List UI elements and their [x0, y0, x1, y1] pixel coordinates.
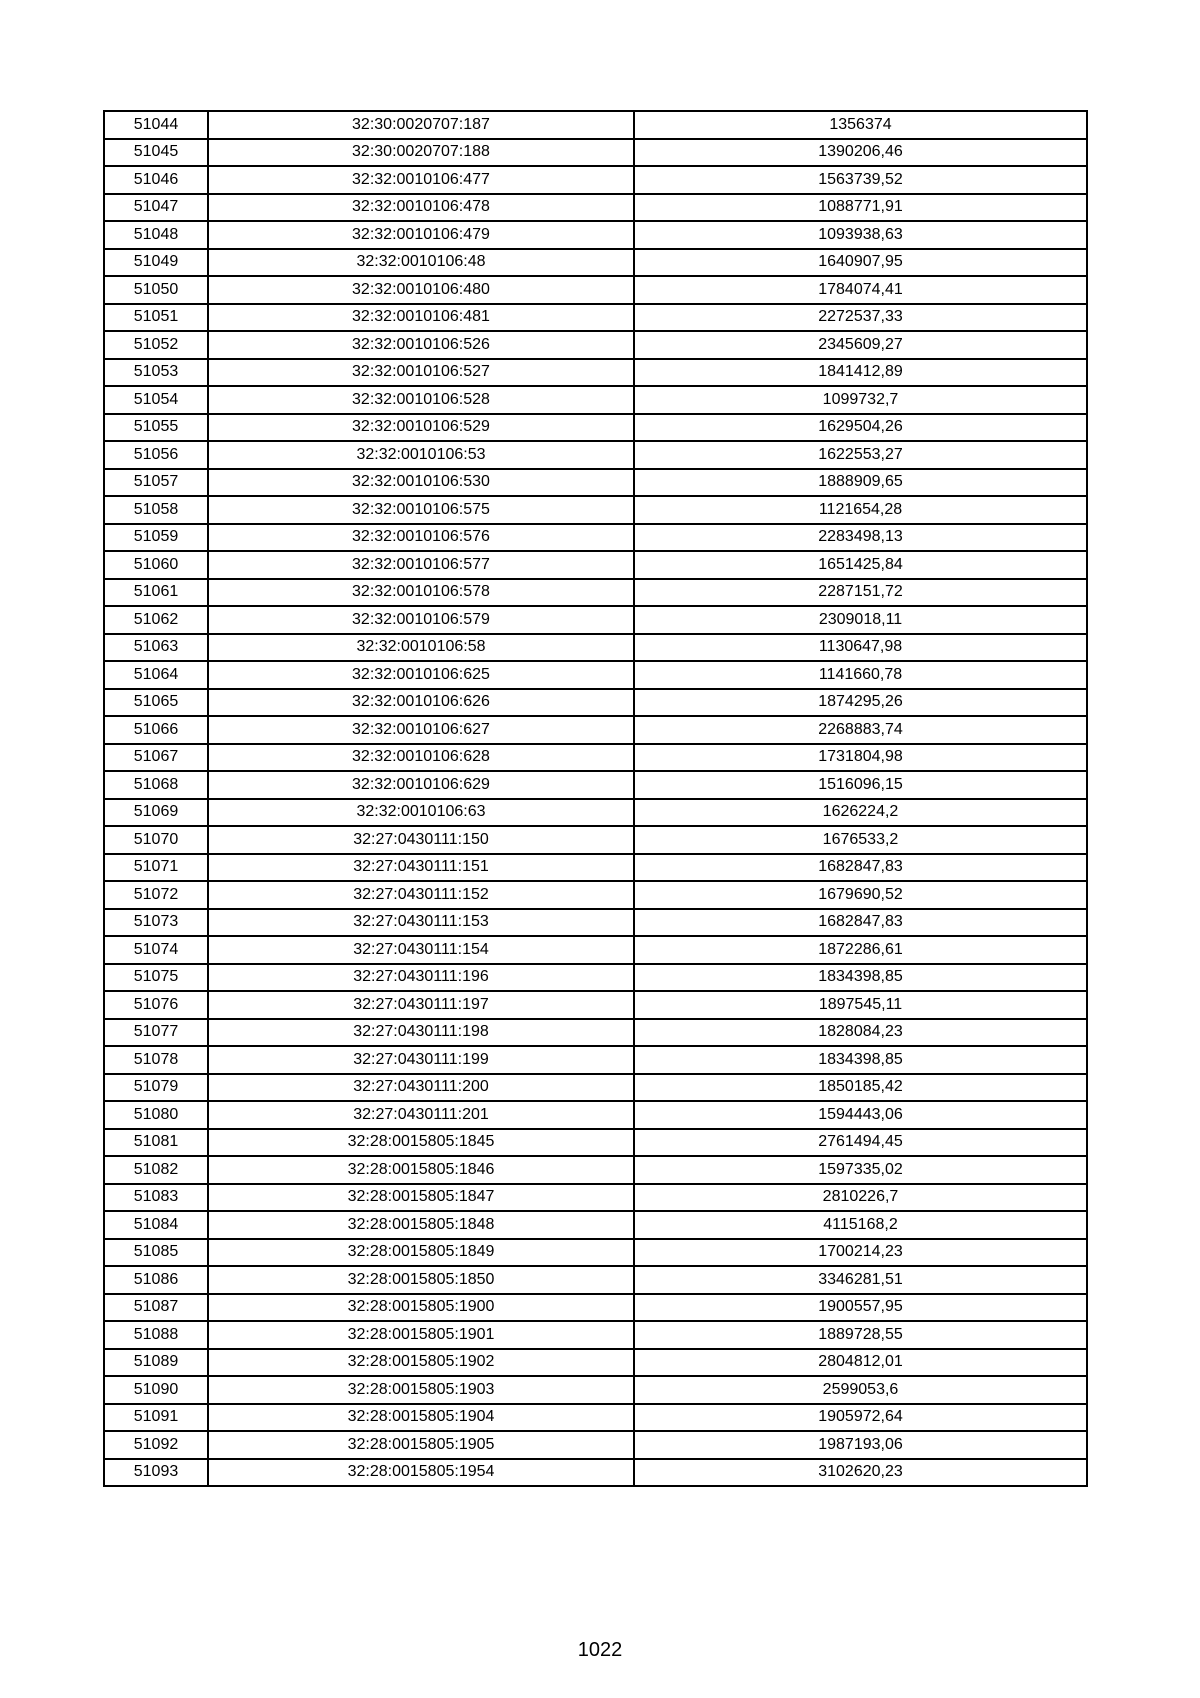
cadastral-value-cell: 1828084,23	[634, 1019, 1087, 1047]
row-number-cell: 51087	[104, 1294, 208, 1322]
row-number-cell: 51061	[104, 579, 208, 607]
cadastral-value-cell: 1130647,98	[634, 634, 1087, 662]
row-number-cell: 51065	[104, 689, 208, 717]
row-number-cell: 51077	[104, 1019, 208, 1047]
table-row	[104, 854, 1087, 882]
row-number-cell: 51073	[104, 909, 208, 937]
table-row	[104, 606, 1087, 634]
cadastral-number-cell: 32:32:0010106:478	[208, 194, 634, 222]
table-row	[104, 1404, 1087, 1432]
table-row	[104, 1349, 1087, 1377]
cadastral-value-cell: 1594443,06	[634, 1101, 1087, 1129]
row-number-cell: 51083	[104, 1184, 208, 1212]
row-number-cell: 51068	[104, 771, 208, 799]
row-number-cell: 51078	[104, 1046, 208, 1074]
cadastral-number-cell: 32:28:0015805:1904	[208, 1404, 634, 1432]
row-number-cell: 51063	[104, 634, 208, 662]
row-number-cell: 51088	[104, 1321, 208, 1349]
cadastral-value-cell: 1563739,52	[634, 166, 1087, 194]
table-row	[104, 1101, 1087, 1129]
table-row	[104, 1321, 1087, 1349]
cadastral-value-cell: 1682847,83	[634, 909, 1087, 937]
page-number: 1022	[577, 1639, 623, 1661]
row-number-cell: 51062	[104, 606, 208, 634]
cadastral-number-cell: 32:27:0430111:198	[208, 1019, 634, 1047]
cadastral-value-cell: 1676533,2	[634, 826, 1087, 854]
row-number-cell: 51054	[104, 386, 208, 414]
table-row	[104, 1074, 1087, 1102]
table-row	[104, 771, 1087, 799]
table-row	[104, 936, 1087, 964]
row-number-cell: 51086	[104, 1266, 208, 1294]
row-number-cell: 51069	[104, 799, 208, 827]
cadastral-value-table	[103, 110, 1088, 1487]
table-row	[104, 1431, 1087, 1459]
table-row	[104, 744, 1087, 772]
row-number-cell: 51085	[104, 1239, 208, 1267]
cadastral-number-cell: 32:32:0010106:477	[208, 166, 634, 194]
cadastral-value-cell: 1597335,02	[634, 1156, 1087, 1184]
row-number-cell: 51071	[104, 854, 208, 882]
cadastral-number-cell: 32:32:0010106:63	[208, 799, 634, 827]
row-number-cell: 51084	[104, 1211, 208, 1239]
row-number-cell: 51093	[104, 1459, 208, 1487]
table-row	[104, 249, 1087, 277]
cadastral-number-cell: 32:27:0430111:153	[208, 909, 634, 937]
cadastral-number-cell: 32:27:0430111:196	[208, 964, 634, 992]
cadastral-number-cell: 32:32:0010106:627	[208, 716, 634, 744]
cadastral-value-cell: 1682847,83	[634, 854, 1087, 882]
cadastral-number-cell: 32:27:0430111:154	[208, 936, 634, 964]
table-row	[104, 359, 1087, 387]
cadastral-value-cell: 1651425,84	[634, 551, 1087, 579]
table-row	[104, 1184, 1087, 1212]
cadastral-number-cell: 32:32:0010106:577	[208, 551, 634, 579]
cadastral-value-cell: 2268883,74	[634, 716, 1087, 744]
table-row	[104, 1046, 1087, 1074]
cadastral-value-cell: 1850185,42	[634, 1074, 1087, 1102]
table-row	[104, 579, 1087, 607]
table-row	[104, 826, 1087, 854]
cadastral-number-cell: 32:28:0015805:1954	[208, 1459, 634, 1487]
cadastral-value-cell: 1834398,85	[634, 1046, 1087, 1074]
cadastral-number-cell: 32:27:0430111:199	[208, 1046, 634, 1074]
table-body	[104, 111, 1087, 1486]
row-number-cell: 51051	[104, 304, 208, 332]
cadastral-value-cell: 1872286,61	[634, 936, 1087, 964]
row-number-cell: 51047	[104, 194, 208, 222]
cadastral-value-cell: 1700214,23	[634, 1239, 1087, 1267]
cadastral-value-cell: 1874295,26	[634, 689, 1087, 717]
cadastral-number-cell: 32:27:0430111:152	[208, 881, 634, 909]
row-number-cell: 51075	[104, 964, 208, 992]
row-number-cell: 51060	[104, 551, 208, 579]
row-number-cell: 51076	[104, 991, 208, 1019]
cadastral-number-cell: 32:27:0430111:151	[208, 854, 634, 882]
cadastral-number-cell: 32:32:0010106:480	[208, 276, 634, 304]
table-row	[104, 221, 1087, 249]
cadastral-number-cell: 32:28:0015805:1847	[208, 1184, 634, 1212]
row-number-cell: 51091	[104, 1404, 208, 1432]
cadastral-value-cell: 1888909,65	[634, 469, 1087, 497]
cadastral-number-cell: 32:32:0010106:528	[208, 386, 634, 414]
cadastral-value-cell: 1897545,11	[634, 991, 1087, 1019]
table-row	[104, 909, 1087, 937]
cadastral-value-cell: 1516096,15	[634, 771, 1087, 799]
row-number-cell: 51048	[104, 221, 208, 249]
cadastral-number-cell: 32:32:0010106:625	[208, 661, 634, 689]
cadastral-value-cell: 1141660,78	[634, 661, 1087, 689]
row-number-cell: 51053	[104, 359, 208, 387]
cadastral-value-cell: 1731804,98	[634, 744, 1087, 772]
table-row	[104, 1019, 1087, 1047]
cadastral-value-cell: 2345609,27	[634, 331, 1087, 359]
row-number-cell: 51074	[104, 936, 208, 964]
table-row	[104, 1266, 1087, 1294]
table-row	[104, 139, 1087, 167]
row-number-cell: 51092	[104, 1431, 208, 1459]
table-row	[104, 551, 1087, 579]
table-row	[104, 964, 1087, 992]
table-row	[104, 1376, 1087, 1404]
row-number-cell: 51066	[104, 716, 208, 744]
cadastral-value-cell: 1629504,26	[634, 414, 1087, 442]
table-row	[104, 881, 1087, 909]
cadastral-value-cell: 1121654,28	[634, 496, 1087, 524]
cadastral-number-cell: 32:32:0010106:530	[208, 469, 634, 497]
cadastral-value-cell: 3346281,51	[634, 1266, 1087, 1294]
cadastral-value-cell: 1784074,41	[634, 276, 1087, 304]
cadastral-number-cell: 32:28:0015805:1845	[208, 1129, 634, 1157]
table-row	[104, 166, 1087, 194]
row-number-cell: 51044	[104, 111, 208, 139]
cadastral-value-cell: 1626224,2	[634, 799, 1087, 827]
cadastral-number-cell: 32:32:0010106:479	[208, 221, 634, 249]
cadastral-value-cell: 2309018,11	[634, 606, 1087, 634]
table-row	[104, 276, 1087, 304]
row-number-cell: 51059	[104, 524, 208, 552]
row-number-cell: 51079	[104, 1074, 208, 1102]
row-number-cell: 51067	[104, 744, 208, 772]
row-number-cell: 51056	[104, 441, 208, 469]
cadastral-number-cell: 32:32:0010106:579	[208, 606, 634, 634]
table-row	[104, 689, 1087, 717]
table-row	[104, 1294, 1087, 1322]
row-number-cell: 51064	[104, 661, 208, 689]
cadastral-value-cell: 1905972,64	[634, 1404, 1087, 1432]
cadastral-number-cell: 32:28:0015805:1850	[208, 1266, 634, 1294]
cadastral-value-cell: 4115168,2	[634, 1211, 1087, 1239]
table-row	[104, 386, 1087, 414]
row-number-cell: 51089	[104, 1349, 208, 1377]
cadastral-number-cell: 32:30:0020707:188	[208, 139, 634, 167]
cadastral-number-cell: 32:27:0430111:200	[208, 1074, 634, 1102]
cadastral-value-cell: 1889728,55	[634, 1321, 1087, 1349]
row-number-cell: 51049	[104, 249, 208, 277]
table-row	[104, 496, 1087, 524]
table-row	[104, 414, 1087, 442]
cadastral-number-cell: 32:30:0020707:187	[208, 111, 634, 139]
cadastral-value-cell: 1640907,95	[634, 249, 1087, 277]
row-number-cell: 51070	[104, 826, 208, 854]
table-row	[104, 331, 1087, 359]
cadastral-value-cell: 2283498,13	[634, 524, 1087, 552]
cadastral-value-cell: 1356374	[634, 111, 1087, 139]
cadastral-value-cell: 2761494,45	[634, 1129, 1087, 1157]
row-number-cell: 51050	[104, 276, 208, 304]
cadastral-value-cell: 1679690,52	[634, 881, 1087, 909]
table-row	[104, 469, 1087, 497]
cadastral-value-cell: 2272537,33	[634, 304, 1087, 332]
row-number-cell: 51058	[104, 496, 208, 524]
row-number-cell: 51055	[104, 414, 208, 442]
cadastral-value-cell: 1841412,89	[634, 359, 1087, 387]
cadastral-number-cell: 32:32:0010106:481	[208, 304, 634, 332]
row-number-cell: 51082	[104, 1156, 208, 1184]
table-row	[104, 1239, 1087, 1267]
table-row	[104, 1129, 1087, 1157]
cadastral-number-cell: 32:28:0015805:1848	[208, 1211, 634, 1239]
cadastral-number-cell: 32:32:0010106:527	[208, 359, 634, 387]
table-row	[104, 1156, 1087, 1184]
cadastral-number-cell: 32:28:0015805:1902	[208, 1349, 634, 1377]
cadastral-number-cell: 32:32:0010106:576	[208, 524, 634, 552]
row-number-cell: 51090	[104, 1376, 208, 1404]
row-number-cell: 51046	[104, 166, 208, 194]
cadastral-number-cell: 32:32:0010106:529	[208, 414, 634, 442]
cadastral-number-cell: 32:32:0010106:48	[208, 249, 634, 277]
table-row	[104, 194, 1087, 222]
table-row	[104, 716, 1087, 744]
cadastral-number-cell: 32:27:0430111:197	[208, 991, 634, 1019]
cadastral-number-cell: 32:32:0010106:626	[208, 689, 634, 717]
table-row	[104, 111, 1087, 139]
cadastral-value-cell: 1099732,7	[634, 386, 1087, 414]
table-row	[104, 524, 1087, 552]
cadastral-value-cell: 1987193,06	[634, 1431, 1087, 1459]
cadastral-number-cell: 32:28:0015805:1900	[208, 1294, 634, 1322]
cadastral-number-cell: 32:32:0010106:629	[208, 771, 634, 799]
row-number-cell: 51057	[104, 469, 208, 497]
cadastral-number-cell: 32:27:0430111:150	[208, 826, 634, 854]
row-number-cell: 51052	[104, 331, 208, 359]
cadastral-value-cell: 1834398,85	[634, 964, 1087, 992]
table-row	[104, 634, 1087, 662]
table-row	[104, 1459, 1087, 1487]
row-number-cell: 51072	[104, 881, 208, 909]
cadastral-number-cell: 32:32:0010106:526	[208, 331, 634, 359]
cadastral-value-cell: 1093938,63	[634, 221, 1087, 249]
table-row	[104, 1211, 1087, 1239]
cadastral-value-cell: 2287151,72	[634, 579, 1087, 607]
table-row	[104, 799, 1087, 827]
cadastral-value-cell: 1390206,46	[634, 139, 1087, 167]
cadastral-number-cell: 32:27:0430111:201	[208, 1101, 634, 1129]
cadastral-number-cell: 32:28:0015805:1849	[208, 1239, 634, 1267]
table-row	[104, 991, 1087, 1019]
cadastral-number-cell: 32:28:0015805:1903	[208, 1376, 634, 1404]
row-number-cell: 51080	[104, 1101, 208, 1129]
cadastral-value-cell: 3102620,23	[634, 1459, 1087, 1487]
cadastral-number-cell: 32:32:0010106:578	[208, 579, 634, 607]
cadastral-value-cell: 2810226,7	[634, 1184, 1087, 1212]
row-number-cell: 51081	[104, 1129, 208, 1157]
cadastral-value-cell: 2804812,01	[634, 1349, 1087, 1377]
cadastral-number-cell: 32:32:0010106:53	[208, 441, 634, 469]
cadastral-number-cell: 32:32:0010106:58	[208, 634, 634, 662]
cadastral-value-cell: 1900557,95	[634, 1294, 1087, 1322]
cadastral-value-cell: 2599053,6	[634, 1376, 1087, 1404]
cadastral-number-cell: 32:28:0015805:1901	[208, 1321, 634, 1349]
cadastral-value-cell: 1088771,91	[634, 194, 1087, 222]
cadastral-number-cell: 32:32:0010106:628	[208, 744, 634, 772]
cadastral-number-cell: 32:32:0010106:575	[208, 496, 634, 524]
cadastral-value-cell: 1622553,27	[634, 441, 1087, 469]
cadastral-number-cell: 32:28:0015805:1905	[208, 1431, 634, 1459]
table-row	[104, 661, 1087, 689]
table-row	[104, 304, 1087, 332]
cadastral-number-cell: 32:28:0015805:1846	[208, 1156, 634, 1184]
table-row	[104, 441, 1087, 469]
row-number-cell: 51045	[104, 139, 208, 167]
